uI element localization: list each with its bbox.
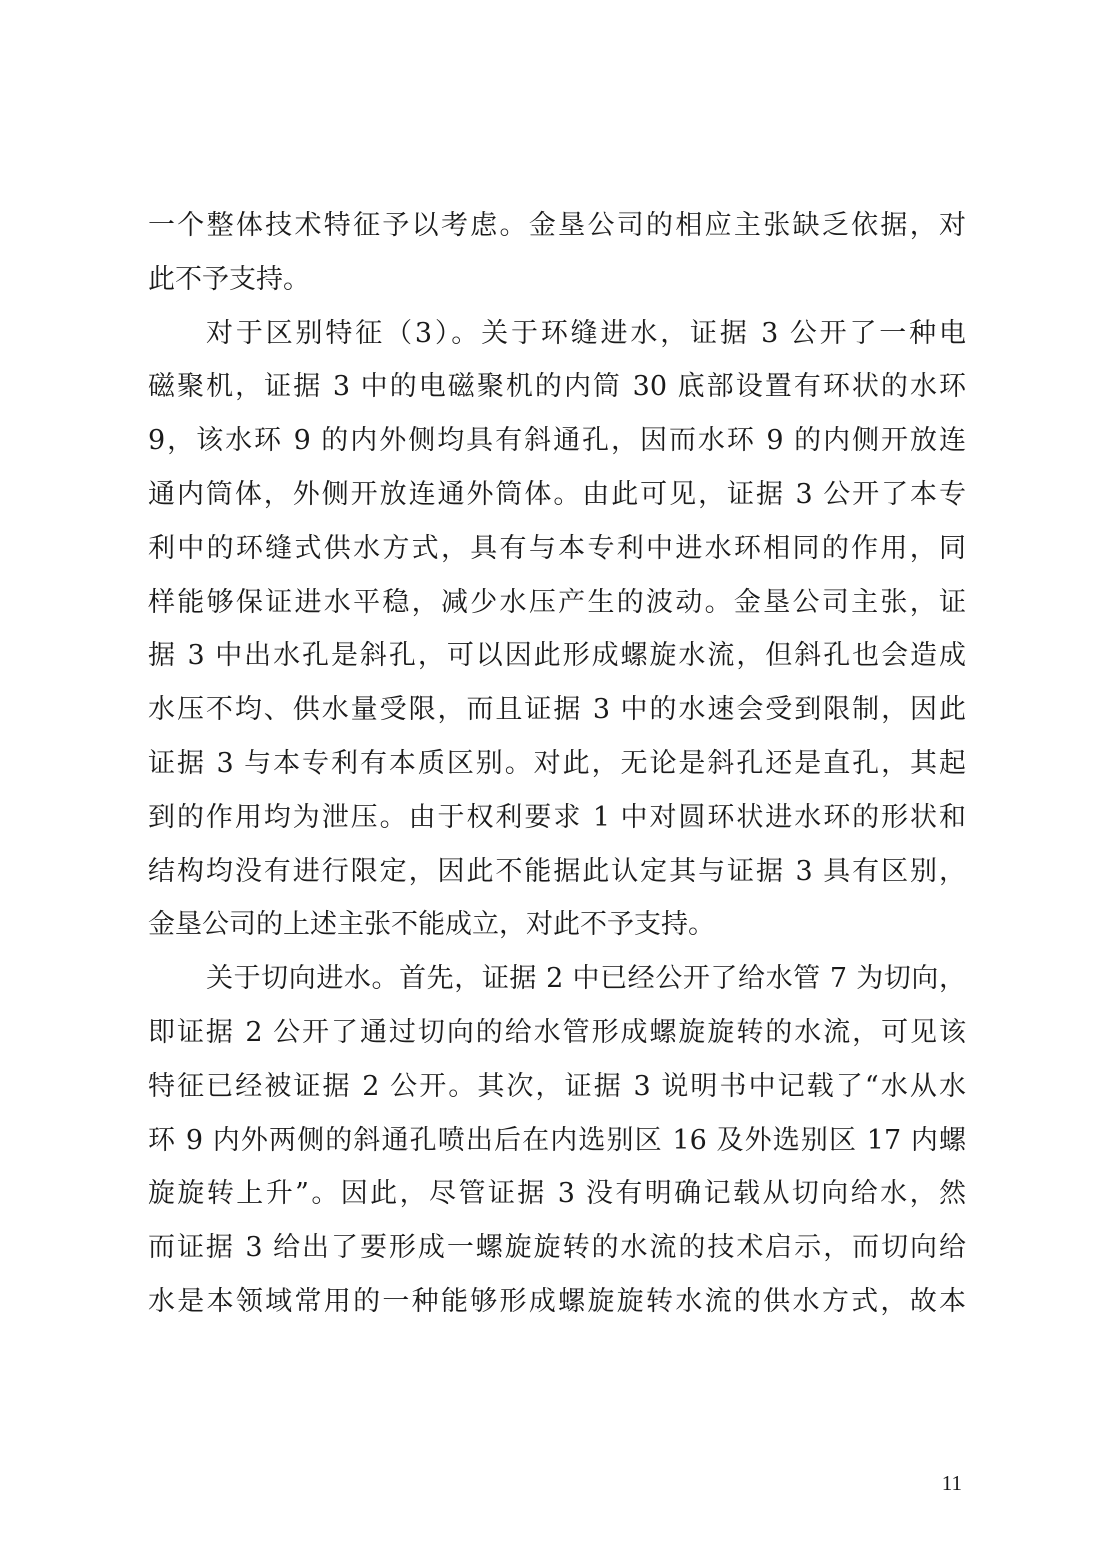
text-line: 9，该水环 9 的内外侧均具有斜通孔，因而水环 9 的内侧开放连 bbox=[148, 425, 966, 457]
text-line: 而证据 3 给出了要形成一螺旋旋转的水流的技术启示，而切向给 bbox=[148, 1232, 966, 1264]
text-line: 即证据 2 公开了通过切向的给水管形成螺旋旋转的水流，可见该 bbox=[148, 1016, 966, 1048]
text-line: 利中的环缝式供水方式，具有与本专利中进水环相同的作用，同 bbox=[148, 532, 966, 564]
text-line: 水是本领域常用的一种能够形成螺旋旋转水流的供水方式，故本 bbox=[148, 1285, 966, 1317]
text-line: 据 3 中出水孔是斜孔，可以因此形成螺旋水流，但斜孔也会造成 bbox=[148, 640, 966, 672]
text-line: 样能够保证进水平稳，减少水压产生的波动。金垦公司主张，证 bbox=[148, 586, 966, 618]
page-number: 11 bbox=[941, 1471, 962, 1495]
text-line: 旋旋转上升”。因此，尽管证据 3 没有明确记载从切向给水，然 bbox=[148, 1178, 966, 1210]
text-line: 通内筒体，外侧开放连通外筒体。由此可见，证据 3 公开了本专 bbox=[148, 478, 966, 510]
text-line: 特征已经被证据 2 公开。其次，证据 3 说明书中记载了“水从水 bbox=[148, 1070, 966, 1102]
text-line: 到的作用均为泄压。由于权利要求 1 中对圆环状进水环的形状和 bbox=[148, 801, 966, 833]
text-line: 环 9 内外两侧的斜通孔喷出后在内选别区 16 及外选别区 17 内螺 bbox=[148, 1124, 966, 1156]
text-line: 水压不均、供水量受限，而且证据 3 中的水速会受到限制，因此 bbox=[148, 694, 966, 726]
text-line: 关于切向进水。首先，证据 2 中已经公开了给水管 7 为切向， bbox=[206, 963, 966, 995]
text-line: 结构均没有进行限定，因此不能据此认定其与证据 3 具有区别， bbox=[148, 855, 966, 887]
text-line: 此不予支持。 bbox=[148, 263, 310, 295]
text-line: 金垦公司的上述主张不能成立，对此不予支持。 bbox=[148, 909, 715, 941]
text-line: 对于区别特征（3）。关于环缝进水，证据 3 公开了一种电 bbox=[206, 317, 966, 349]
text-line: 一个整体技术特征予以考虑。金垦公司的相应主张缺乏依据，对 bbox=[148, 210, 966, 241]
body-text bbox=[148, 199, 966, 1329]
text-line: 证据 3 与本专利有本质区别。对此，无论是斜孔还是直孔，其起 bbox=[148, 747, 966, 779]
text-line: 磁聚机，证据 3 中的电磁聚机的内筒 30 底部设置有环状的水环 bbox=[148, 371, 966, 403]
